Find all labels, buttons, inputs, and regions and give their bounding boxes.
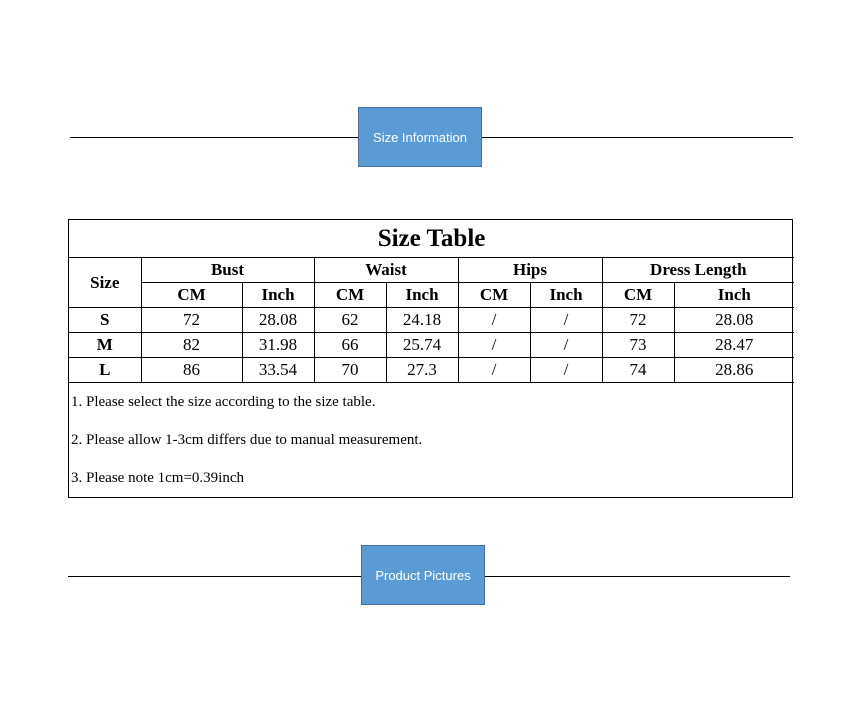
unit-header: CM <box>602 283 674 308</box>
units-row <box>69 283 794 308</box>
value-cell: 31.98 <box>242 333 314 358</box>
group-header-waist: Waist <box>314 258 458 283</box>
size-cell: L <box>69 358 141 383</box>
value-cell: / <box>530 308 602 333</box>
product-pictures-label: Product Pictures <box>361 545 485 605</box>
value-cell: 28.47 <box>674 333 794 358</box>
note-item: 3. Please note 1cm=0.39inch <box>71 470 245 486</box>
note-item: 1. Please select the size according to the size table. <box>71 394 376 410</box>
notes <box>69 383 792 507</box>
size-header: Size <box>69 258 141 308</box>
value-cell: 62 <box>314 308 386 333</box>
unit-header: CM <box>141 283 242 308</box>
value-cell: 33.54 <box>242 358 314 383</box>
size-table <box>69 220 794 383</box>
value-cell: 74 <box>602 358 674 383</box>
value-cell: / <box>530 358 602 383</box>
group-header-bust: Bust <box>141 258 314 283</box>
table-row <box>69 333 794 358</box>
unit-header: Inch <box>242 283 314 308</box>
value-cell: 70 <box>314 358 386 383</box>
divider-line-left <box>68 576 362 577</box>
value-cell: 86 <box>141 358 242 383</box>
value-cell: 73 <box>602 333 674 358</box>
value-cell: 24.18 <box>386 308 458 333</box>
value-cell: / <box>458 358 530 383</box>
value-cell: 66 <box>314 333 386 358</box>
size-cell: M <box>69 333 141 358</box>
value-cell: 27.3 <box>386 358 458 383</box>
table-row <box>69 358 794 383</box>
table-row <box>69 308 794 333</box>
unit-header: Inch <box>674 283 794 308</box>
table-title: Size Table <box>69 220 794 258</box>
unit-header: Inch <box>386 283 458 308</box>
divider-line-left <box>70 137 359 138</box>
value-cell: 25.74 <box>386 333 458 358</box>
value-cell: / <box>458 308 530 333</box>
value-cell: / <box>530 333 602 358</box>
size-table-container <box>68 219 793 498</box>
value-cell: 72 <box>141 308 242 333</box>
unit-header: Inch <box>530 283 602 308</box>
group-header-hips: Hips <box>458 258 602 283</box>
group-header-dress-length: Dress Length <box>602 258 794 283</box>
value-cell: 28.86 <box>674 358 794 383</box>
value-cell: 28.08 <box>674 308 794 333</box>
divider-line-right <box>481 137 793 138</box>
value-cell: / <box>458 333 530 358</box>
size-cell: S <box>69 308 141 333</box>
value-cell: 28.08 <box>242 308 314 333</box>
unit-header: CM <box>314 283 386 308</box>
size-information-label: Size Information <box>358 107 482 167</box>
divider-line-right <box>484 576 790 577</box>
note-item: 2. Please allow 1-3cm differs due to manual measurement. <box>71 432 423 448</box>
unit-header: CM <box>458 283 530 308</box>
value-cell: 72 <box>602 308 674 333</box>
value-cell: 82 <box>141 333 242 358</box>
